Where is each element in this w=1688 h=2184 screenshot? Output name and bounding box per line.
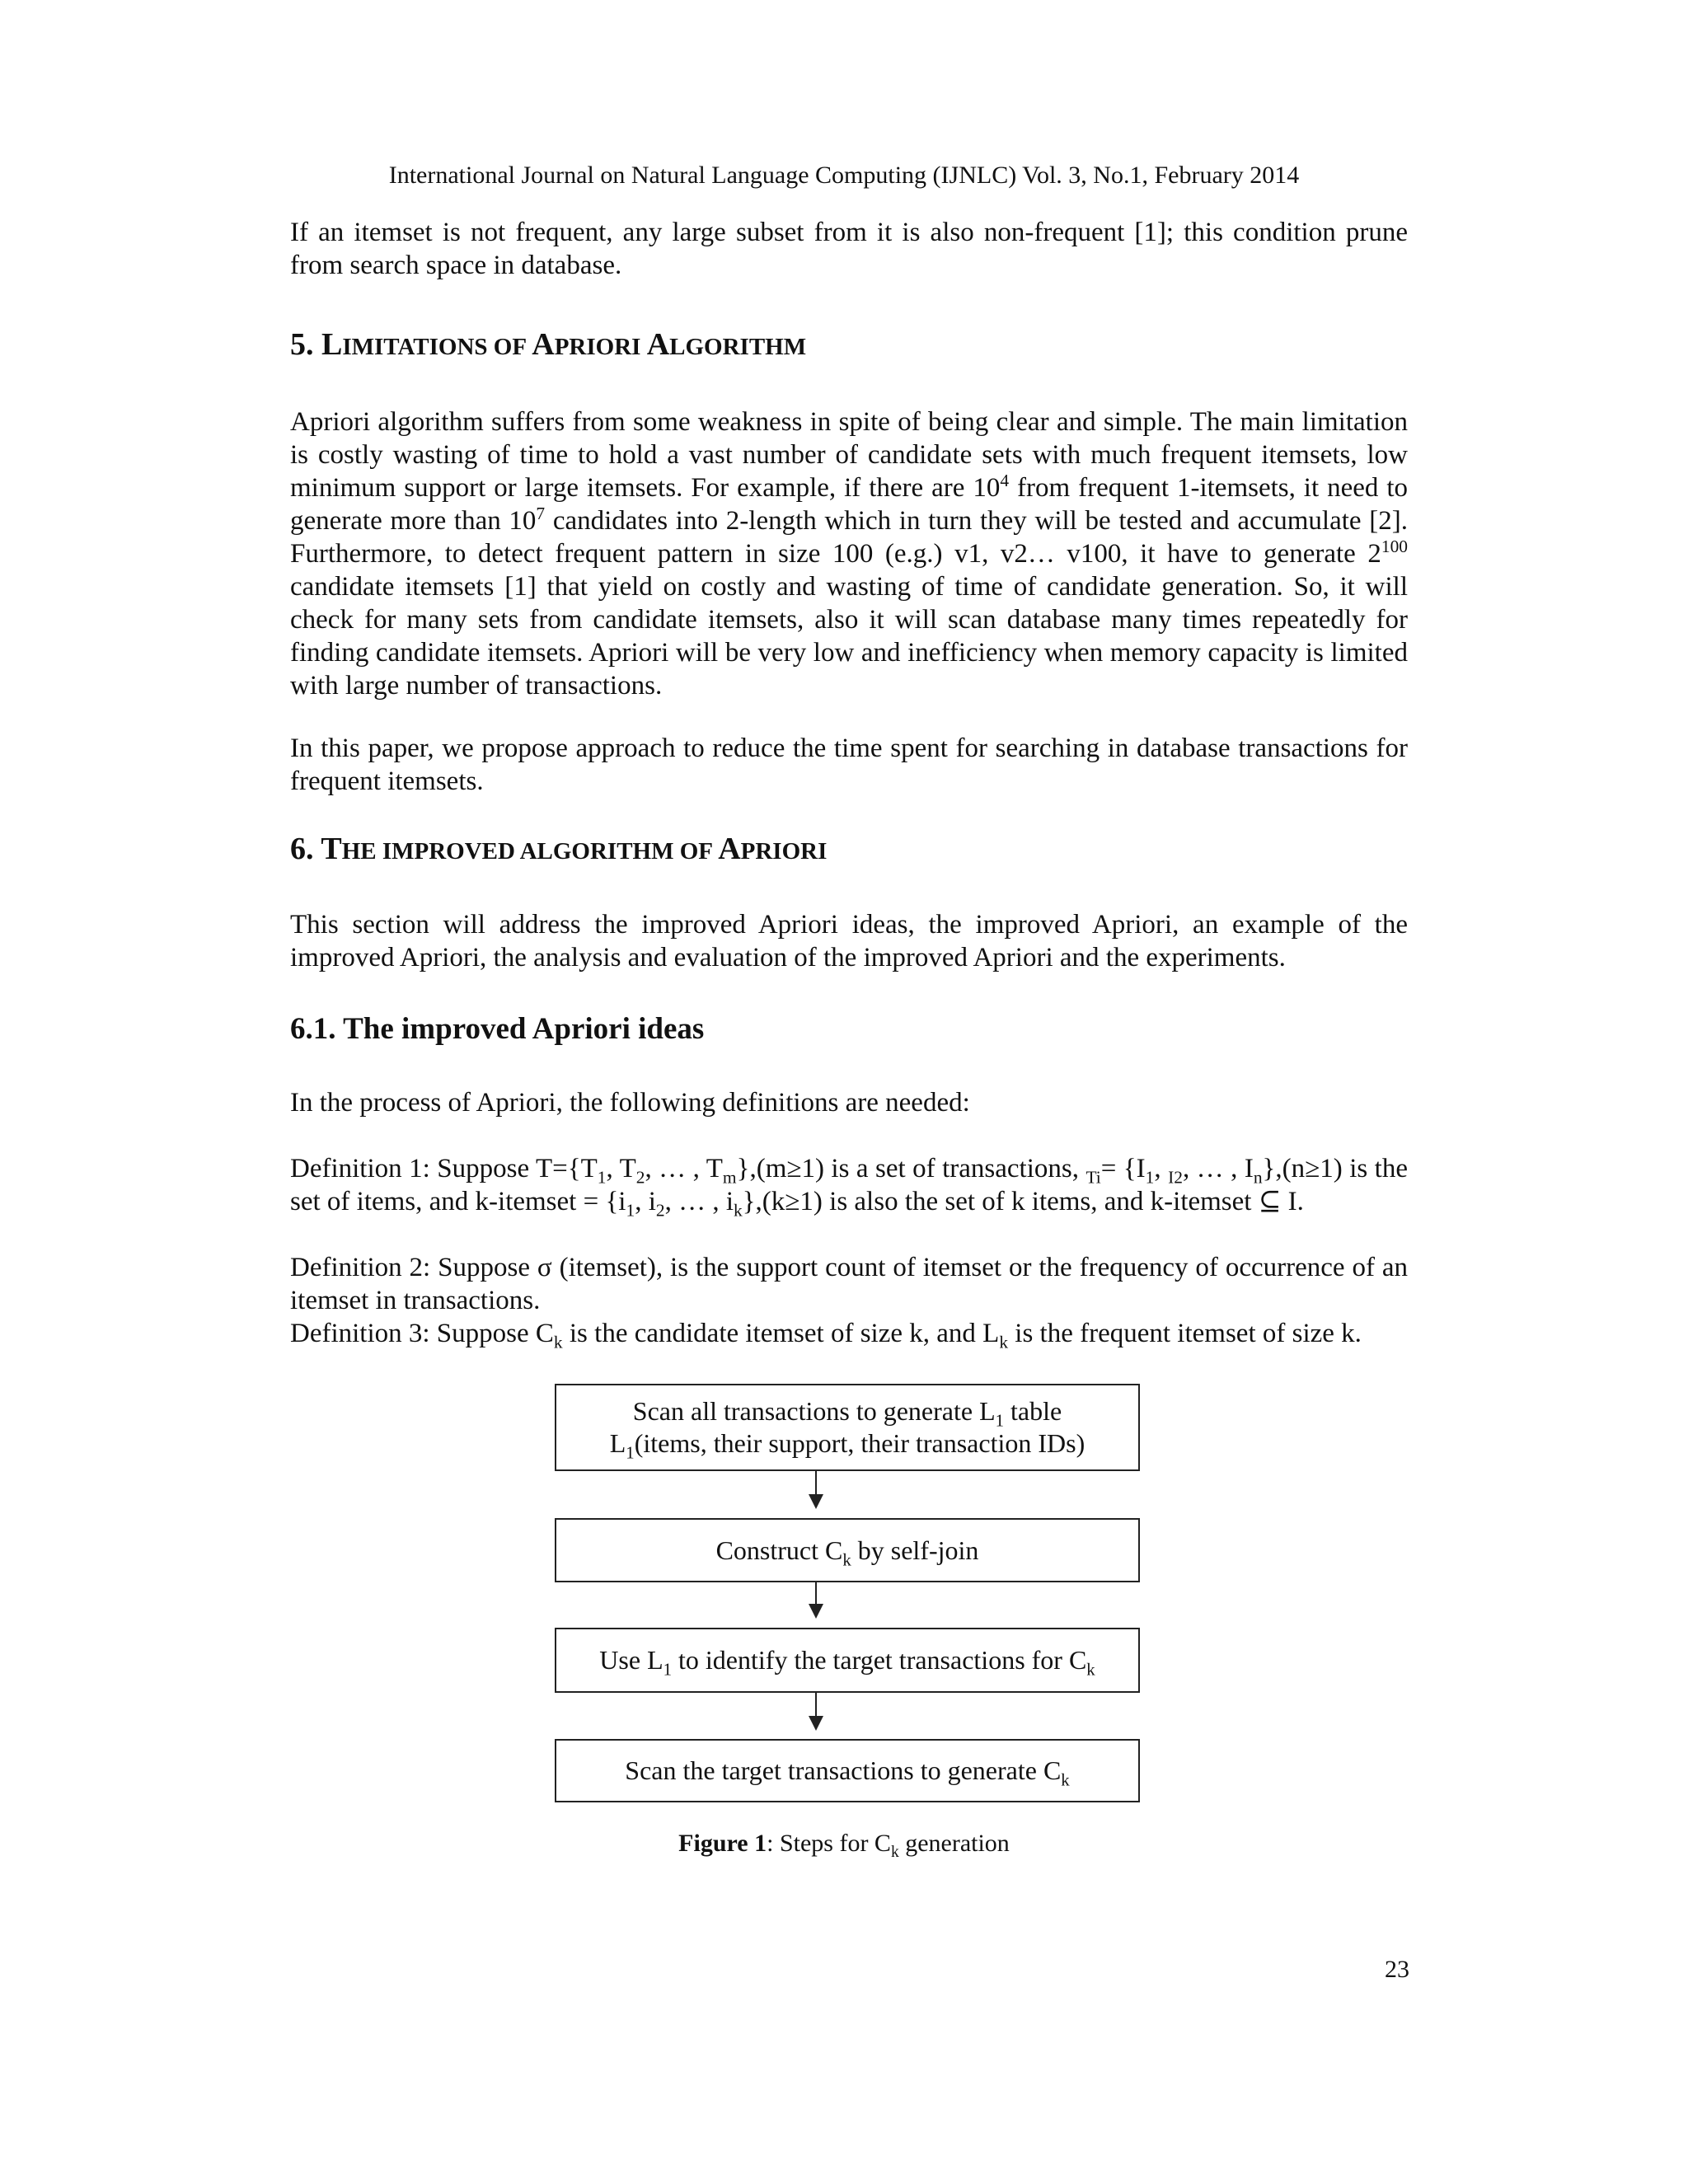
flowchart-box-1-line-1: Scan all transactions to generate $L_1$ table	[632, 1396, 1062, 1431]
section-5-paragraph-1: Apriori algorithm suffers from some weakness in spite of being clear and simple. The main limitation is costly wasting of time to hold a vast number of candidate sets with much frequent itemsets, low minimum support or large itemsets. For example, if there are $10^4$ from frequent 1-itemsets, it need to generate more than $10^7$ candidates into 2-length which in turn they will be tested and accumulate [2]. Furthermore, to detect frequent pattern in size 100 (e.g.) v1, v2… v100, it have to generate $2^{100}$ candidate itemsets [1] that yield on costly and wasting of time of candidate generation. So, it will check for many sets from candidate itemsets, also it will scan database many times repeatedly for finding candidate itemsets. Apriori will be very low and inefficiency when memory capacity is limited with large number of transactions.	[290, 407, 1409, 701]
section-5-paragraph-2: In this paper, we propose approach to reduce the time spent for searching in database transactions for frequent itemsets.	[290, 733, 1408, 796]
flowchart-box-3-text: Use $L_1$ to identify the target transactions for $C_k$	[599, 1645, 1095, 1680]
flowchart-box-identify-targets	[555, 1628, 1140, 1693]
section-6-paragraph-1: This section will address the improved Apriori ideas, the improved Apriori, an example of the improved Apriori, the analysis and evaluation of the improved Apriori and the experiments.	[290, 910, 1408, 972]
flowchart-box-4-text: Scan the target transactions to generate $C_k$	[625, 1755, 1070, 1790]
flow-arrow-3	[815, 1693, 817, 1716]
flowchart-box-1-line-2: $L_1(items$, their support, their transaction IDs)	[609, 1428, 1085, 1463]
flow-arrowhead-1	[809, 1494, 823, 1509]
flow-arrow-1	[815, 1471, 817, 1494]
flowchart-box-scan-transactions	[555, 1384, 1140, 1471]
definition-3: Definition 3: Suppose $C_k$ is the candidate itemset of size k, and $L_k$ is the frequent itemset of size k.	[290, 1319, 1362, 1352]
intro-paragraph: If an itemset is not frequent, any large subset from it is also non-frequent [1]; this condition prune from search space in database.	[290, 218, 1408, 280]
section-6-heading: 6. THE IMPROVED ALGORITHM OF APRIORI	[290, 832, 828, 866]
definition-1: Definition 1: Suppose $T=\{T_1$, $T_2$, … , $T_m\},(m\ge 1)$ is a set of transactions, $_{Ti}= \{I_1$, $_{I2}$, … , $I_n\},(n\ge 1)$ is the set of items, and k-itemset = {$i_1$, $i_2$, … , $i_k\},(k\ge 1)$ is also the set of k items, and k-itemset ⊆ I.	[290, 1154, 1408, 1221]
subsection-6-1-paragraph: In the process of Apriori, the following definitions are needed:	[290, 1088, 970, 1118]
flow-arrowhead-2	[809, 1604, 823, 1619]
section-5-heading: 5. LIMITATIONS OF APRIORI ALGORITHM	[290, 327, 807, 362]
definition-2: Definition 2: Suppose σ (itemset), is the support count of itemset or the frequency of occurrence of an itemset in transactions.	[290, 1253, 1408, 1315]
flowchart-box-2-text: Construct $C_k$ by self-join	[715, 1535, 979, 1569]
flow-arrow-2	[815, 1582, 817, 1604]
subsection-6-1-heading: 6.1. The improved Apriori ideas	[290, 1012, 705, 1046]
flow-arrowhead-3	[809, 1716, 823, 1731]
page-number: 23	[1385, 1956, 1409, 1983]
flowchart-box-construct-ck	[555, 1518, 1140, 1582]
figure-caption: Figure 1: Steps for $C_k$ generation	[678, 1830, 1010, 1861]
flowchart-box-scan-targets	[555, 1739, 1140, 1802]
running-header: International Journal on Natural Language Computing (IJNLC) Vol. 3, No.1, February 2014	[388, 162, 1300, 189]
